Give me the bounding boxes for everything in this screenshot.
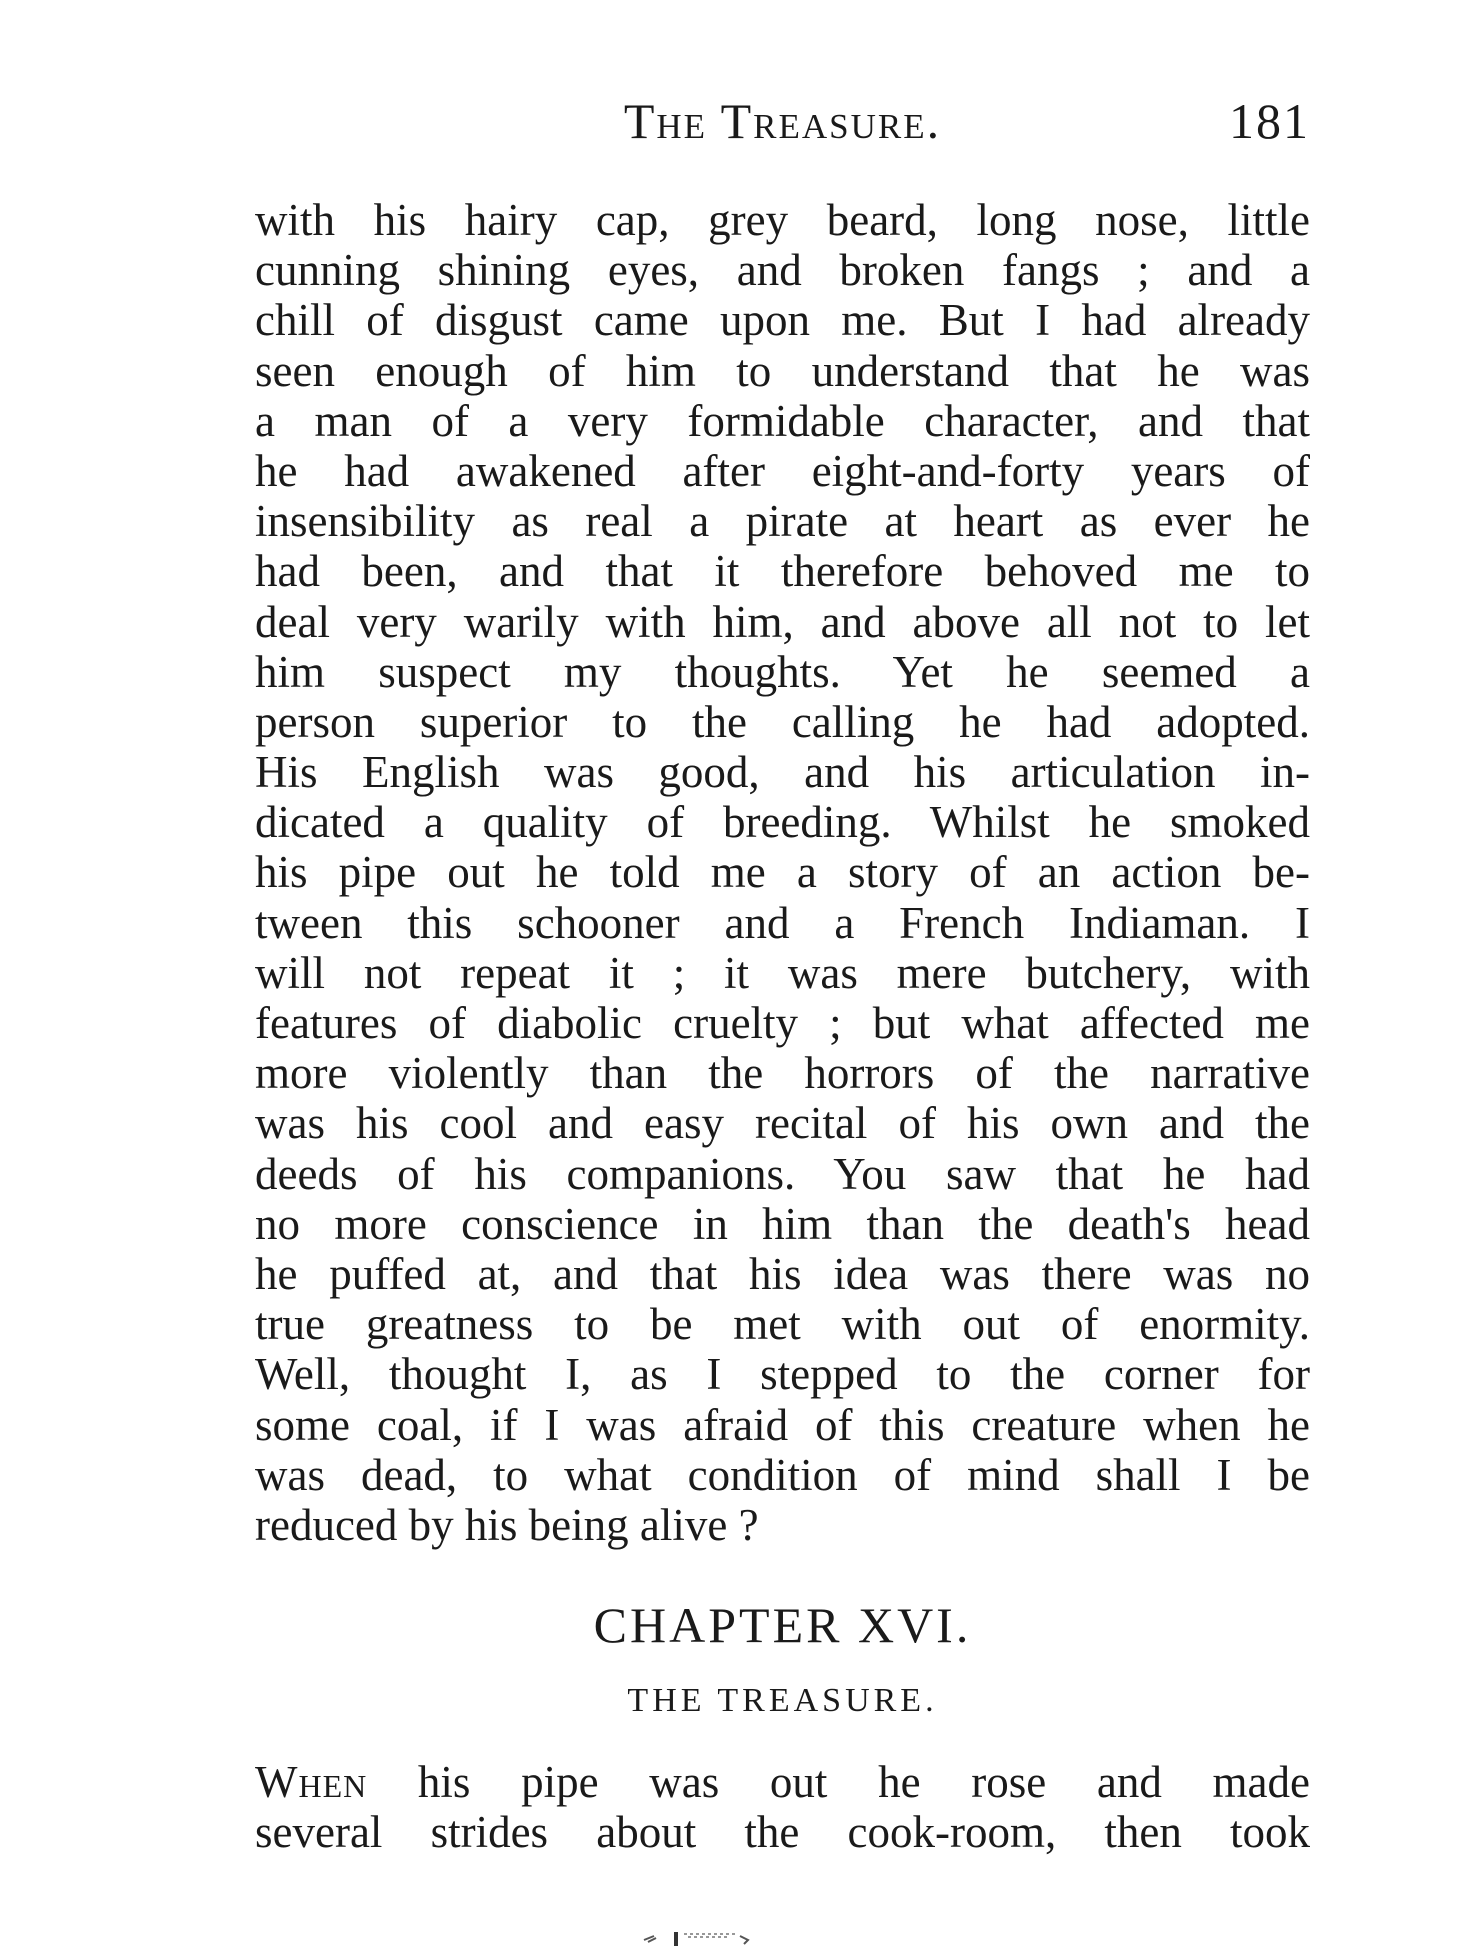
printer-mark — [640, 1928, 780, 1948]
chapter-first-line — [255, 1757, 1310, 1807]
text-line: deal very warily with him, and above all not to let — [255, 596, 1310, 647]
text-line: Well, thought I, as I stepped to the corner for — [255, 1349, 1310, 1400]
running-title: The Treasure. — [623, 93, 942, 149]
page-number: 181 — [1229, 93, 1310, 149]
text-line: features of diabolic cruelty ; but what affected me — [255, 998, 1310, 1048]
text-line: tween this schooner and a French Indiaman. I — [255, 897, 1310, 948]
text-line: reduced by his being alive ? — [255, 1499, 759, 1550]
text-line: he puffed at, and that his idea was there was no — [255, 1248, 1310, 1299]
text-line: was his cool and easy recital of his own and the — [255, 1098, 1310, 1149]
text-line: insensibility as real a pirate at heart as ever he — [255, 496, 1310, 547]
chapter-first-word: When — [255, 1757, 368, 1807]
text-line: he had awakened after eight-and-forty years of — [255, 445, 1310, 496]
text-line: will not repeat it ; it was mere butchery, with — [255, 947, 1310, 998]
body-text — [255, 195, 1310, 1550]
text-line: had been, and that it therefore behoved me to — [255, 546, 1310, 597]
chapter-heading: CHAPTER XVI. — [593, 1597, 972, 1653]
text-line: no more conscience in him than the death's head — [255, 1198, 1310, 1249]
text-line: him suspect my thoughts. Yet he seemed a — [255, 646, 1310, 697]
text-line: dicated a quality of breeding. Whilst he smoked — [255, 797, 1310, 848]
text-line: His English was good, and his articulation in- — [255, 747, 1310, 798]
text-line: a man of a very formidable character, and that — [255, 395, 1310, 446]
text-line: with his hairy cap, grey beard, long nose, little — [255, 195, 1310, 245]
running-head — [255, 92, 1310, 152]
text-line: person superior to the calling he had adopted. — [255, 696, 1310, 747]
text-line: cunning shining eyes, and broken fangs ; and a — [255, 245, 1310, 296]
chapter-opening — [255, 1757, 1310, 1857]
text-line: more violently than the horrors of the narrative — [255, 1048, 1310, 1099]
text-line: deeds of his companions. You saw that he had — [255, 1148, 1310, 1199]
chapter-second-line: several strides about the cook-room, then took — [255, 1807, 1310, 1858]
text-line: was dead, to what condition of mind shall I be — [255, 1449, 1310, 1500]
text-line: true greatness to be met with out of enormity. — [255, 1299, 1310, 1350]
text-line: his pipe out he told me a story of an action be- — [255, 847, 1310, 898]
text-line: seen enough of him to understand that he was — [255, 345, 1310, 396]
text-line: chill of disgust came upon me. But I had already — [255, 295, 1310, 346]
chapter-subtitle: THE TREASURE. — [627, 1682, 938, 1719]
text-line: some coal, if I was afraid of this creature when he — [255, 1399, 1310, 1450]
chapter-first-line-rest: his pipe was out he rose and made — [367, 1757, 1310, 1807]
